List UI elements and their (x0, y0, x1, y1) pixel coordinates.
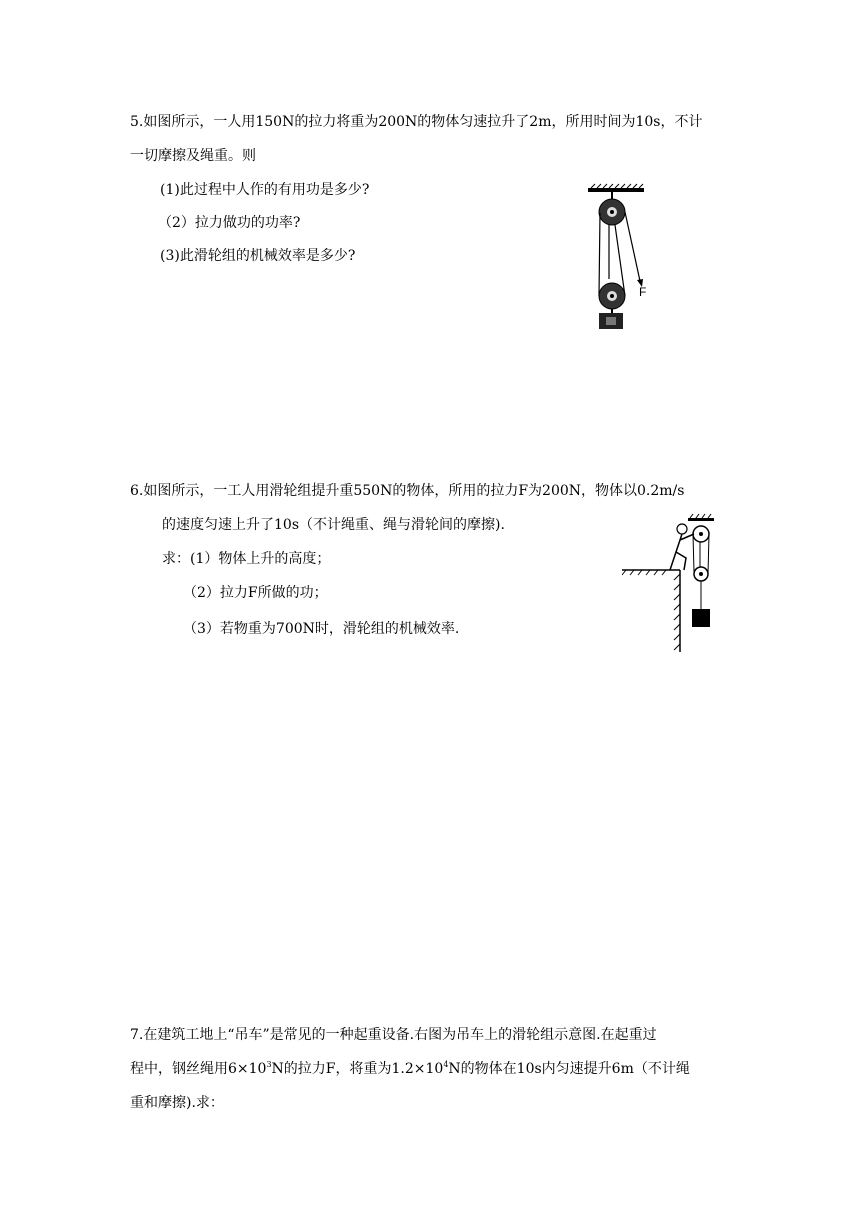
q7-line2-a: 程中，钢丝绳用6×10 (130, 1061, 267, 1077)
q6-sub2: （2）拉力F所做的功； (183, 585, 328, 601)
q7-exponent-1: 3 (266, 1060, 272, 1069)
q6-line1: 6.如图所示，一工人用滑轮组提升重550N的物体，所用的拉力F为200N，物体以0.2m/s (130, 483, 685, 499)
q6-line2: 的速度匀速上升了10s（不计绳重、绳与滑轮间的摩擦). (162, 517, 505, 533)
q7-line2-c: N的物体在10s内匀速提升6m（不计绳 (448, 1061, 690, 1077)
q7-line1: 7.在建筑工地上“吊车”是常见的一种起重设备.右图为吊车上的滑轮组示意图.在起重过 (130, 1027, 657, 1043)
q5-sub3: (3)此滑轮组的机械效率是多少? (160, 248, 356, 264)
pulley-figure-q5 (585, 183, 665, 333)
q5-line1: 5.如图所示，一人用150N的拉力将重为200N的物体匀速拉升了2m，所用时间为10s，不计 (130, 114, 703, 130)
force-label: F (639, 285, 647, 299)
q7-line2-b: N的拉力F，将重为1.2×10 (271, 1061, 444, 1077)
q7-exponent-2: 4 (443, 1060, 449, 1069)
q7-line2 (130, 1060, 690, 1078)
q5-sub2: （2）拉力做功的功率? (158, 215, 301, 231)
q7-line3: 重和摩擦).求： (130, 1095, 224, 1111)
q5-sub1: (1)此过程中人作的有用功是多少? (160, 182, 370, 198)
q6-sub1: 求：(1）物体上升的高度； (162, 551, 331, 567)
q5-line2: 一切摩擦及绳重。则 (130, 148, 256, 164)
worker-pulley-figure-q6 (622, 512, 722, 654)
q6-sub3: （3）若物重为700N时，滑轮组的机械效率. (183, 621, 460, 637)
